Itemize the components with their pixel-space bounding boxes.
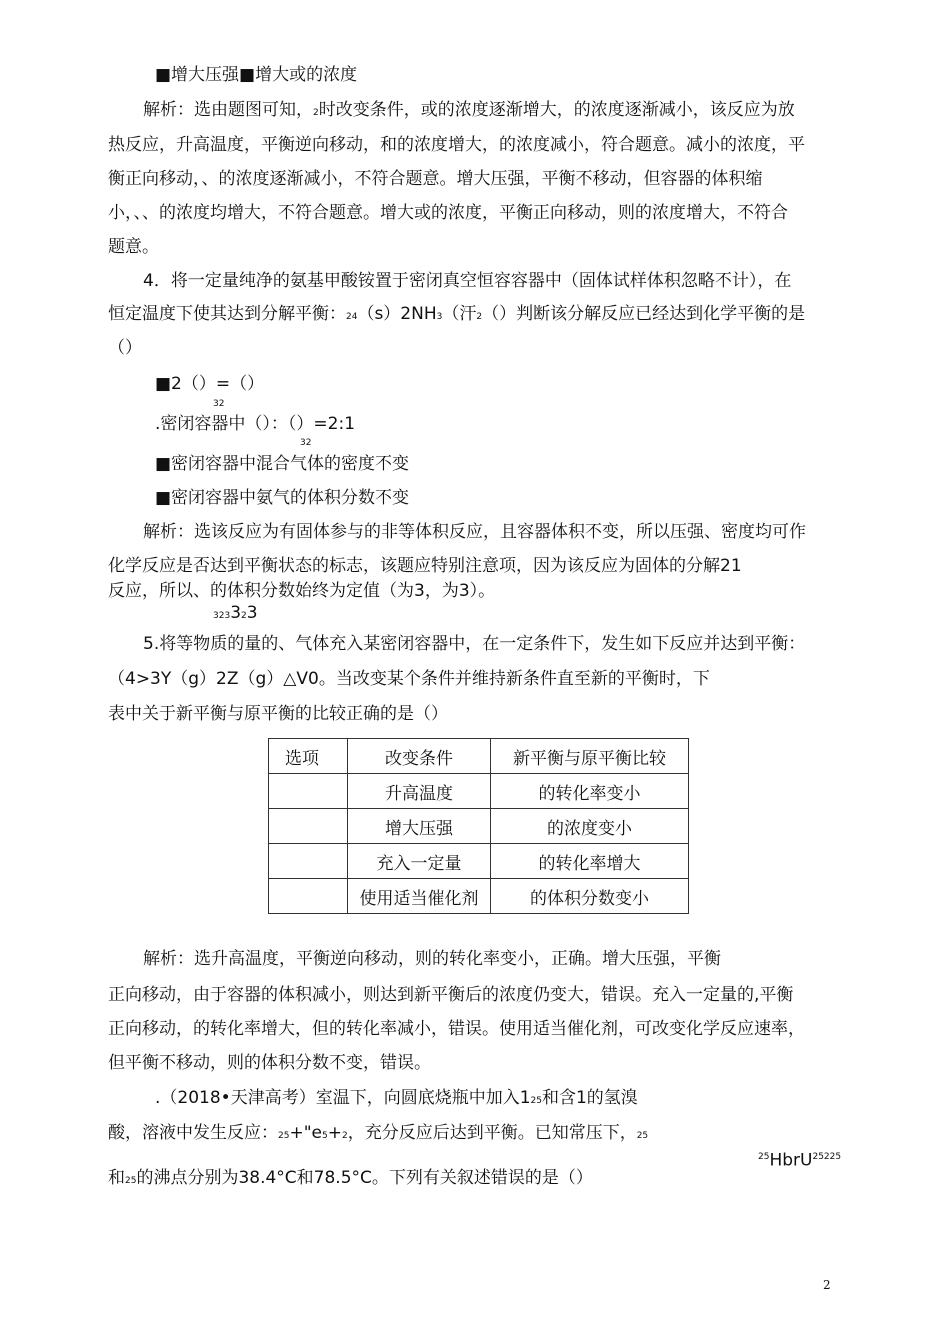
option-b-subscript: 32 [300, 438, 312, 448]
text: （汗 [442, 304, 477, 324]
analysis-line-5: 题意。 [108, 237, 159, 257]
table-row [269, 809, 689, 844]
table-row [269, 879, 689, 914]
analysis-4-subscripts [213, 602, 258, 627]
text: .（2018•天津高考）室温下，向圆底烧瓶中加入1 [155, 1088, 531, 1108]
table-cell: 的转化率增大 [491, 844, 689, 879]
analysis-line-4: 小，、、的浓度均增大，不符合题意。增大或的浓度，平衡正向移动，则的浓度增大，不符合 [108, 203, 788, 223]
question-6-formula-note [758, 1146, 841, 1172]
analysis-5-line-4: 但平衡不移动，则的体积分数不变，错误。 [108, 1053, 431, 1073]
text: +"e [289, 1123, 322, 1143]
option-a: ■2（）=（） [155, 374, 265, 394]
analysis-5-line-2: 正向移动，由于容器的体积减小，则达到新平衡后的浓度仍变大，错误。充入一定量的,平衡 [108, 985, 794, 1005]
question-6-line-3 [108, 1167, 593, 1192]
subscript: 323 [213, 611, 231, 621]
text: （）判断该分解反应已经达到化学平衡的是 [482, 304, 806, 324]
subscript: 2 [476, 312, 483, 322]
table-header: 改变条件 [348, 739, 491, 774]
table-cell: 的转化率变小 [491, 774, 689, 809]
text: 和 [108, 1168, 125, 1188]
text: .密闭容器中（）： [155, 414, 288, 434]
table-row [269, 774, 689, 809]
subscript: 24 [346, 312, 358, 322]
text: 酸，溶液中发生反应： [108, 1123, 278, 1143]
analysis-line-2: 热反应，升高温度，平衡逆向移动，和的浓度增大，的浓度减小，符合题意。减小的浓度，平 [108, 135, 805, 155]
analysis-4-line-3: 反应，所以、的体积分数始终为定值（为3，为3）。 [108, 581, 496, 601]
table-header-row [269, 739, 689, 774]
superscript: 25 [758, 1152, 770, 1162]
option-b [155, 413, 355, 435]
analysis-line-3: 衡正向移动，、的浓度逐渐减小，不符合题意。增大压强，平衡不移动，但容器的体积缩 [108, 169, 763, 189]
analysis-4-line-1: 解析：选该反应为有固体参与的非等体积反应，且容器体积不变，所以压强、密度均可作 [143, 522, 806, 542]
analysis-4-line-2: 化学反应是否达到平衡状态的标志，该题应特别注意项，因为该反应为固体的分解21 [108, 556, 742, 576]
table-cell [269, 879, 348, 914]
option-a-subscript: 32 [213, 399, 225, 409]
text: + [327, 1123, 342, 1143]
subscript: 2 [313, 108, 319, 118]
subscript: 2 [241, 611, 247, 621]
text: 和含1的氢溴 [541, 1088, 638, 1108]
table-cell: 使用适当催化剂 [348, 879, 491, 914]
text: 恒定温度下使其达到分解平衡： [108, 304, 346, 324]
text: 3 [246, 603, 258, 623]
text: （s）2NH [357, 304, 437, 324]
option-c: ■密闭容器中混合气体的密度不变 [155, 454, 410, 474]
text: HbrU [769, 1150, 813, 1171]
question-4-line-3: （） [108, 338, 142, 358]
comparison-table [268, 738, 689, 914]
subscript: 3 [436, 312, 443, 322]
text: 的沸点分别为38.4°C和78.5°C。下列有关叙述错误的是（） [136, 1168, 593, 1188]
table-header: 选项 [269, 739, 348, 774]
table-cell [269, 774, 348, 809]
superscript: 25225 [812, 1152, 842, 1162]
table-cell [269, 844, 348, 879]
option-line-1: ■增大压强■增大或的浓度 [155, 65, 358, 85]
option-d: ■密闭容器中氨气的体积分数不变 [155, 488, 410, 508]
subscript: 25 [636, 1131, 649, 1141]
analysis-5-line-1: 解析：选升高温度，平衡逆向移动，则的转化率变小，正确。增大压强，平衡 [143, 949, 721, 969]
subscript: 25 [530, 1096, 542, 1106]
subscript: 2 [341, 1131, 348, 1141]
text: 时改变条件，或的浓度逐渐增大，的浓度逐渐减小，该反应为放 [318, 100, 795, 120]
subscript: 25 [278, 1131, 290, 1141]
question-4-line-1: 4．将一定量纯净的氨基甲酸铵置于密闭真空恒容容器中（固体试样体积忽略不计），在 [143, 271, 792, 291]
table-cell [269, 809, 348, 844]
table-row [269, 844, 689, 879]
table-cell: 充入一定量 [348, 844, 491, 879]
table-cell: 增大压强 [348, 809, 491, 844]
page-number: 2 [823, 1278, 831, 1292]
question-5-line-1: 5.将等物质的量的、气体充入某密闭容器中，在一定条件下，发生如下反应并达到平衡： [143, 634, 806, 654]
text: （）=2:1 [287, 414, 356, 434]
table-header: 新平衡与原平衡比较 [491, 739, 689, 774]
question-6-line-1 [155, 1087, 638, 1112]
text: 3 [230, 603, 242, 623]
question-6-line-2 [108, 1122, 648, 1147]
subscript: 5 [321, 1131, 328, 1141]
analysis-5-line-3: 正向移动，的转化率增大，但的转化率减小，错误。使用适当催化剂，可改变化学反应速率， [108, 1019, 805, 1039]
question-5-line-3: 表中关于新平衡与原平衡的比较正确的是（） [108, 704, 448, 724]
table-cell: 的体积分数变小 [491, 879, 689, 914]
table-cell: 升高温度 [348, 774, 491, 809]
question-5-line-2: （4>3Y（g）2Z（g）△V0。当改变某个条件并维持新条件直至新的平衡时，下 [108, 669, 710, 689]
table-cell: 的浓度变小 [491, 809, 689, 844]
text: 解析：选由题图可知， [143, 100, 313, 120]
question-4-line-2 [108, 303, 805, 328]
subscript: 25 [125, 1176, 137, 1186]
text: ，充分反应后达到平衡。已知常压下， [347, 1123, 637, 1143]
analysis-line-1 [143, 99, 795, 124]
